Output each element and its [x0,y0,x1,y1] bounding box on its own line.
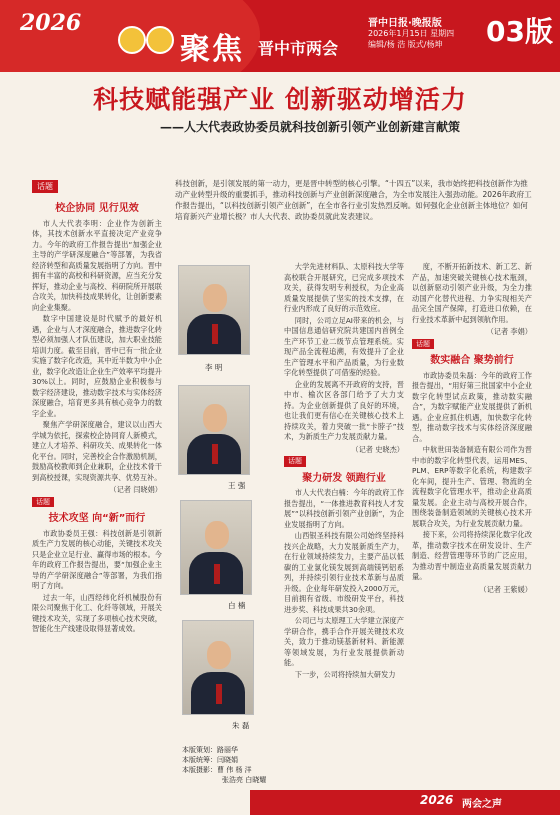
paper-editors: 编辑/杨 浩 版式/杨坤 [368,40,443,49]
main-title: 科技赋能强产业 创新驱动增活力 [93,85,467,114]
section-title-1: 校企协同 见行见效 [55,203,139,214]
footer-text: 两会之声 [462,799,502,810]
editor-line: 本版策划：路丽华 [182,746,238,754]
paragraph: 度，不断开拓新技术、新工艺、新产品，加速突破关键核心技术瓶颈，以创新驱动引领产业升级，为全力推动国产化替代进程、力争实现相关产品完全国产保障，打造进口依赖，在行业技术革新中起到领航作用。 [412,262,532,324]
photo-wang-qiang [178,385,250,475]
party-emblem-icon [118,26,146,54]
paragraph: 公司已与太原理工大学建立深度产学研合作，携手合作开展关键技术攻关，致力于推动镁基新材料、新能源等领域发展，为行业发展提供新动能。 [284,616,404,667]
section-title-2: 技术攻坚 向“新”而行 [48,513,146,524]
section-tag: 话题 [32,497,54,508]
section-title-3: 聚力研发 领跑行业 [302,472,386,484]
footer-band [250,790,560,815]
paragraph: 企业的发展离不开政府的支持，晋中市、榆次区各部门给予了大力支持。为企业创新提供了良好的环境，也让我们更有信心在关键核心技术上持续攻关，着力突破一批“卡脖子”技术，为新质生产力发展贡献力量。 [284,379,404,441]
intro-text: 科技创新，是引领发展的第一动力，更是晋中转型的核心引擎。“十四五”以来，我市始终把科技创新作为推动产业转型升级的重要抓手，推动科技创新与产业创新深度融合，为全市发展注入强劲动能。2026年政府工作报告提出，“以科技创新引领产业创新”，在全市各行业引发热烈反响。如何强化企业创新主体地位？如何培育新兴产业增长极？市人大代表、政协委员就此发表建议。 [175,179,532,221]
section-title-4: 数实融合 聚势前行 [430,355,514,366]
column-2 [284,262,404,681]
paragraph: 市政协委员王强：科技创新是引领新质生产力发展的核心动能，关键技术攻关只是企业立足行业、赢得市场的根本。今年的政府工作报告提出，要“加强企业主导的产学研深度融合”等部署，为我们指明了方向。 [32,528,162,590]
editor-line: 本版统筹：闫晓娟 [182,756,238,764]
editor-line: 本版摄影：曹 伟 杨 洋 [182,766,252,774]
section-tag: 话题 [284,456,306,467]
photo-li-ming [178,265,250,355]
paragraph: 过去一年，山西经纬化纤机械股份有限公司聚焦于化工、化纤等领域，开展关键技术攻关，实现了多项核心技术突破，智能化生产线建设取得显著成效。 [32,592,162,633]
byline: （记者 史晓杰） [351,444,404,454]
paragraph: 数字中国建设是时代赋予的最好机遇，企业与人才深度融合，推进数字化转型必须加强人才队伍建设，加大职业技能培训力度。截至目前，晋中已有一批企业实施了数字化改造，其中近半数为中小企业，数字化改造让企业生产效率平均提升30%以上。同时，应鼓励企业积极参与数字经济建设，推动数字技术与实体经济深度融合，培育更多具有核心竞争力的数字企业。 [32,314,162,418]
cppcc-emblem-icon [146,26,174,54]
paragraph: 同时，公司立足AI带来的机会，与中国信息通信研究院共建国内首例全生产环节工业二级节点管理系统。实现产品全流程追溯，有效提升了企业生产管理水平和产品质量，为行业数字化转型提供了可借鉴的经验。 [284,315,404,377]
intro-tag: 话题 [32,180,58,193]
header-banner [0,0,560,72]
caption-1: 李 明 [205,363,223,372]
footer-year: 2026 [420,793,454,807]
paragraph: 市人大代表李明：企业作为创新主体，其技术创新水平直接决定产业竞争力。今年的政府工作报告提出“加强企业主导的产学研深度融合”等部署，为我省经济转型和高质量发展指明了方向。晋中拥有丰富的高校和科研资源，应当充分发挥好，推动企业与高校、科研院所开展联合攻关，加快科技成果转化，让创新要素向企业集聚。 [32,218,162,312]
header-year: 2026 [20,10,82,36]
editor-line: 张浩亮 白晓耀 [222,776,267,784]
caption-4: 朱 磊 [232,721,250,730]
paragraph: 市政协委员朱磊：今年的政府工作报告提出，“用好第三批国家中小企业数字化转型试点政策，推动数实融合”，为数字赋能产业发展提供了新机遇。企业应抓住机遇，加快数字化转型，推动数字技术与实体经济深度融合。 [412,370,532,443]
column-3 [412,262,532,596]
caption-3: 白 楠 [228,601,246,610]
caption-2: 王 强 [228,481,246,490]
byline: （记者 王紫媛） [479,584,532,594]
paper-date: 2026年1月15日 星期四 [368,29,455,38]
paper-name: 晋中日报·晚报版 [368,18,442,29]
paper-info [368,28,488,50]
header-region: 晋中市两会 [258,39,339,58]
photo-zhu-lei [182,620,254,715]
column-1 [32,200,162,636]
paragraph: 中航世田装备制造有限公司作为晋中市的数字化转型代表，运用MES、PLM、ERP等数字化系统，构建数字化车间，提升生产、管理、物流的全流程数字化管理水平，推动企业高质量发展。企业主动与高校开展合作，围绕装备制造领域的关键核心技术开展联合攻关，为行业发展贡献力量。 [412,445,532,528]
paragraph: 市人大代表白楠：今年的政府工作报告提出，“一体推进教育科技人才发展”“以科技创新引领产业创新”，为企业发展指明了方向。 [284,488,404,529]
column-title: 聚焦 [180,32,244,67]
byline: （记者 李娟） [486,327,532,336]
paragraph: 接下来，公司将持续深化数字化改革，推动数字技术在研发设计、生产制造、经营管理等环节的广泛应用，为推动晋中制造业高质量发展贡献力量。 [412,530,532,581]
paragraph: 聚焦产学研深度融合，建议以山西大学城为依托，探索校企协同育人新模式，建立人才培养、科研攻关、成果转化一体化平台。同时，完善校企合作激励机制，鼓励高校教师到企业兼职，企业技术骨干到高校授课，实现资源共享、优势互补。 [32,420,162,482]
paragraph: 下一步，公司将持续加大研发力 [294,669,396,679]
edition-number: 03版 [486,15,553,48]
photo-bai-nan [180,500,252,595]
editor-info [182,745,266,785]
byline: （记者 闫晓娟） [109,485,162,494]
paragraph: 大学先进材料队、太原科技大学等高校联合开展研究，已完成多项技术攻关，获得发明专利授权，为企业高质量发展提供了坚实的技术支撑，在行业内形成了良好的示范效应。 [284,262,404,313]
section-tag: 话题 [412,339,434,350]
paragraph: 山西银圣科技有限公司始终坚持科技兴企战略，大力发展新质生产力，在行业领域持续发力，主要产品以低碳的工业氯化镁发展到高端镁钙铝系列，并持续引领行业技术革新与品质升级。企业每年研发投入2000万元，目前拥有省级、市级研发平台，科技进步奖、科技成果共30余项。 [284,531,404,614]
sub-title: ——人大代表政协委员就科技创新引领产业创新建言献策 [160,120,461,134]
